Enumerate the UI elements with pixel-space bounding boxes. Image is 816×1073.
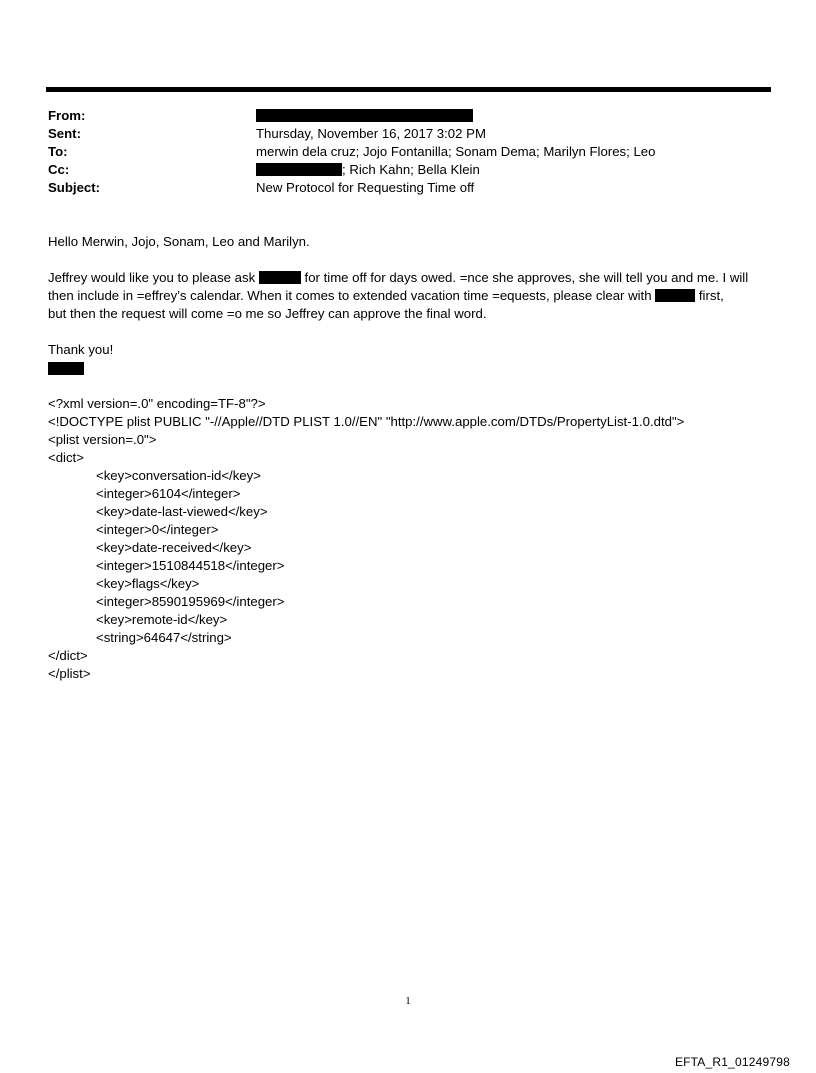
- xml-line: <key>flags</key>: [96, 576, 200, 591]
- subject-label: Subject:: [48, 180, 101, 195]
- xml-line: <integer>0</integer>: [96, 522, 219, 537]
- xml-line: <key>date-last-viewed</key>: [96, 504, 268, 519]
- sent-label: Sent:: [48, 126, 81, 141]
- xml-line: <key>conversation-id</key>: [96, 468, 261, 483]
- message-text: first,: [695, 288, 724, 303]
- redaction-bar: [256, 109, 473, 122]
- xml-line: <!DOCTYPE plist PUBLIC "-//Apple//DTD PLIST 1.0//EN" "http://www.apple.com/DTDs/PropertyList-1.0.dtd">: [48, 414, 685, 429]
- to-label: To:: [48, 144, 68, 159]
- closing: Thank you!: [48, 342, 114, 357]
- xml-line: <integer>8590195969</integer>: [96, 594, 285, 609]
- cc-value: [256, 161, 768, 179]
- cc-recipients: ; Rich Kahn; Bella Klein: [342, 162, 480, 177]
- message-paragraph: [48, 269, 778, 323]
- message-text: then include in =effrey’s calendar. When it comes to extended vacation time =equests, please clear with: [48, 288, 652, 303]
- subject-row: [48, 179, 768, 197]
- to-row: [48, 143, 768, 161]
- message-text: Jeffrey would like you to please ask: [48, 270, 256, 285]
- message-line: but then the request will come =o me so Jeffrey can approve the final word.: [48, 306, 487, 321]
- sent-value: Thursday, November 16, 2017 3:02 PM: [256, 126, 486, 141]
- message-text: for time off for days owed. =nce she approves, she will tell you and me. I will: [300, 270, 749, 285]
- redaction-bar: [655, 289, 695, 302]
- xml-line: <string>64647</string>: [96, 630, 232, 645]
- xml-line: <key>date-received</key>: [96, 540, 252, 555]
- xml-line: <dict>: [48, 450, 84, 465]
- message-line: [48, 287, 778, 305]
- from-label: From:: [48, 108, 86, 123]
- page-number: 1: [405, 995, 411, 1007]
- message-line: [48, 269, 778, 287]
- header-rule: [46, 87, 771, 92]
- xml-line: </dict>: [48, 648, 88, 663]
- redaction-bar: [256, 163, 342, 176]
- redaction-bar: [48, 362, 84, 375]
- greeting: Hello Merwin, Jojo, Sonam, Leo and Marilyn.: [48, 234, 310, 249]
- xml-line: <plist version=.0">: [48, 432, 157, 447]
- redaction-bar: [259, 271, 301, 284]
- signature: [48, 360, 778, 378]
- sent-row: [48, 125, 768, 143]
- subject-value: New Protocol for Requesting Time off: [256, 180, 475, 195]
- plist-xml: [48, 395, 684, 683]
- cc-label: Cc:: [48, 162, 70, 177]
- from-value: [256, 107, 768, 125]
- xml-line: <key>remote-id</key>: [96, 612, 228, 627]
- from-row: [48, 107, 768, 125]
- document-id: EFTA_R1_01249798: [674, 1055, 790, 1069]
- cc-row: [48, 161, 768, 179]
- to-value: merwin dela cruz; Jojo Fontanilla; Sonam Dema; Marilyn Flores; Leo: [256, 144, 656, 159]
- email-header: [48, 107, 768, 197]
- xml-line: <integer>6104</integer>: [96, 486, 241, 501]
- xml-line: </plist>: [48, 666, 91, 681]
- xml-line: <?xml version=.0" encoding=TF-8"?>: [48, 396, 266, 411]
- xml-line: <integer>1510844518</integer>: [96, 558, 285, 573]
